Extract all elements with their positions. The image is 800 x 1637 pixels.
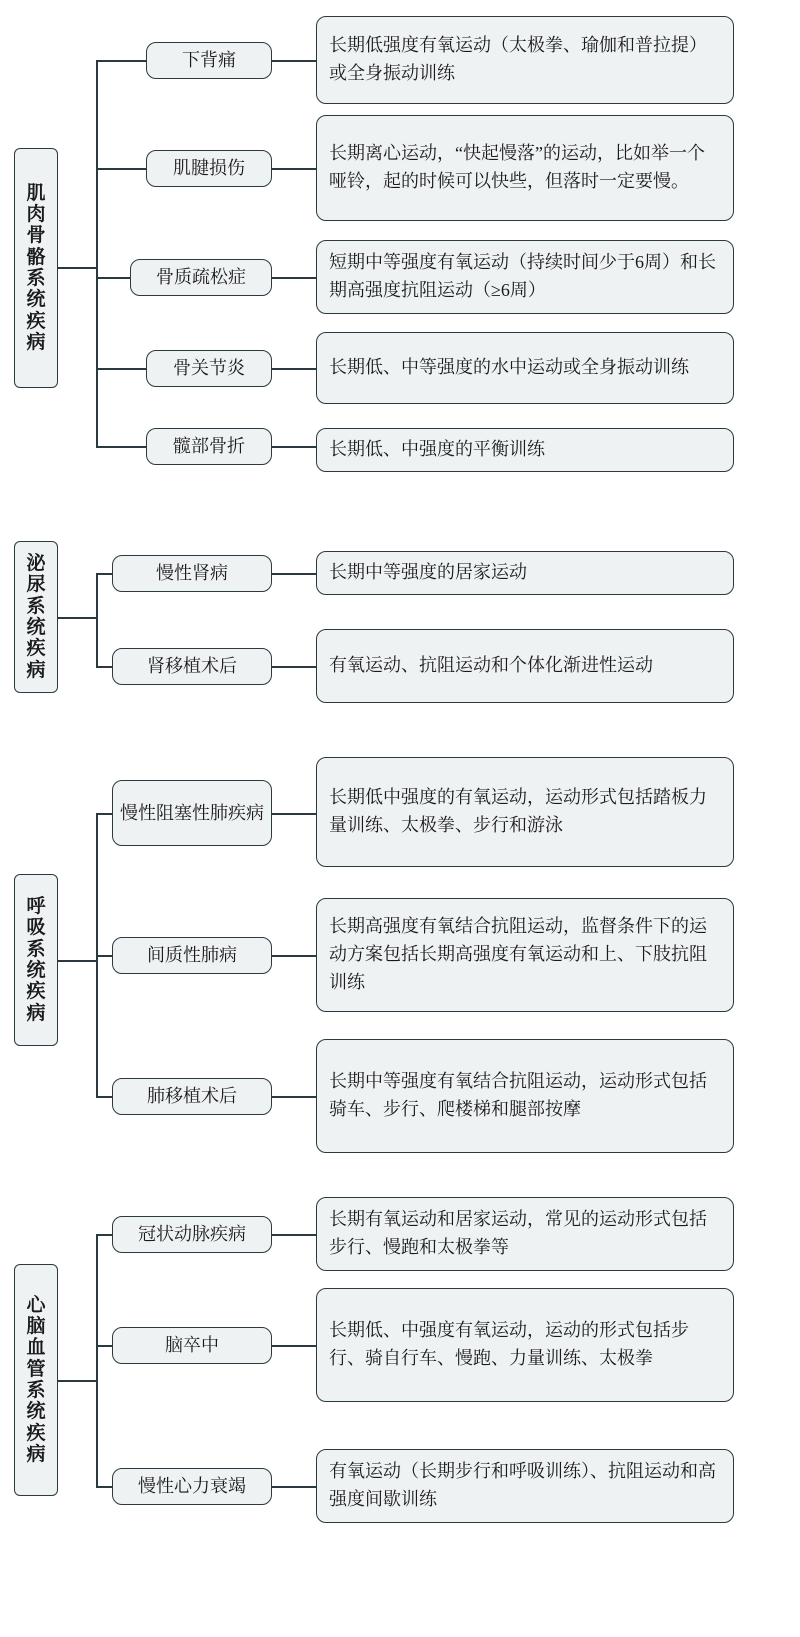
description-text: 长期中等强度有氧结合抗阻运动，运动形式包括骑车、步行、爬楼梯和腿部按摩 (329, 1071, 707, 1119)
connector-to-description (272, 446, 316, 448)
condition-label: 间质性肺病 (147, 945, 237, 966)
connector-to-description (272, 60, 316, 62)
description-box (316, 551, 734, 595)
condition-box (112, 937, 272, 974)
description-text: 有氧运动（长期步行和呼吸训练）、抗阻运动和高强度间歇训练 (329, 1461, 716, 1509)
condition-label: 脑卒中 (165, 1335, 219, 1356)
category-box-cardio (14, 1264, 58, 1496)
condition-box (146, 42, 272, 79)
category-box-respiratory (14, 874, 58, 1046)
description-text: 长期低强度有氧运动（太极拳、瑜伽和普拉提）或全身振动训练 (329, 35, 707, 83)
description-box (316, 1449, 734, 1523)
connector-to-description (272, 1096, 316, 1098)
connector-branch (96, 813, 112, 815)
description-text: 有氧运动、抗阻运动和个体化渐进性运动 (329, 655, 653, 676)
category-label: 肌肉骨骼系统疾病 (26, 182, 46, 353)
connector-to-description (272, 1345, 316, 1347)
condition-box (130, 259, 272, 296)
connector-category-stub (58, 960, 96, 962)
description-box (316, 115, 734, 221)
connector-branch (96, 60, 146, 62)
condition-label: 肺移植术后 (147, 1086, 237, 1107)
description-box (316, 757, 734, 867)
condition-box (112, 648, 272, 685)
connector-branch (96, 1345, 112, 1347)
category-label: 心脑血管系统疾病 (26, 1294, 46, 1465)
description-box (316, 16, 734, 104)
connector-branch (96, 573, 112, 575)
connector-to-description (272, 1486, 316, 1488)
category-label: 呼吸系统疾病 (26, 896, 46, 1024)
description-box (316, 428, 734, 472)
condition-label: 慢性肾病 (156, 563, 228, 584)
connector-branch (96, 955, 112, 957)
connector-to-description (272, 813, 316, 815)
description-box (316, 240, 734, 314)
connector-category-stub (58, 617, 96, 619)
connector-to-description (272, 573, 316, 575)
condition-box (146, 350, 272, 387)
condition-label: 下背痛 (182, 50, 236, 71)
description-box (316, 898, 734, 1012)
connector-branch (96, 368, 146, 370)
condition-box (112, 780, 272, 846)
description-text: 短期中等强度有氧运动（持续时间少于6周）和长期高强度抗阻运动（≥6周） (329, 252, 716, 300)
connector-branch (96, 277, 130, 279)
condition-label: 肌腱损伤 (173, 158, 245, 179)
description-box (316, 332, 734, 404)
description-box (316, 1288, 734, 1402)
description-box (316, 1197, 734, 1271)
condition-box (112, 1078, 272, 1115)
description-box (316, 629, 734, 703)
connector-to-description (272, 666, 316, 668)
category-label: 泌尿系统疾病 (26, 553, 46, 681)
condition-box (146, 428, 272, 465)
connector-branch (96, 666, 112, 668)
connector-branch (96, 1486, 112, 1488)
category-box-urinary (14, 541, 58, 693)
connector-to-description (272, 368, 316, 370)
connector-spine (96, 60, 98, 446)
category-box-musculoskeletal (14, 148, 58, 388)
connector-spine (96, 1234, 98, 1486)
condition-label: 骨关节炎 (173, 358, 245, 379)
connector-category-stub (58, 1380, 96, 1382)
connector-branch (96, 168, 146, 170)
condition-box (112, 1216, 272, 1253)
condition-label: 骨质疏松症 (156, 267, 246, 288)
description-text: 长期有氧运动和居家运动，常见的运动形式包括步行、慢跑和太极拳等 (329, 1209, 707, 1257)
connector-to-description (272, 277, 316, 279)
connector-spine (96, 573, 98, 666)
condition-label: 冠状动脉疾病 (138, 1224, 246, 1245)
description-text: 长期离心运动，“快起慢落”的运动，比如举一个哑铃，起的时候可以快些，但落时一定要慢。 (329, 143, 705, 191)
condition-box (112, 1468, 272, 1505)
connector-branch (96, 446, 146, 448)
condition-box (146, 150, 272, 187)
connector-category-stub (58, 267, 96, 269)
connector-to-description (272, 168, 316, 170)
connector-branch (96, 1234, 112, 1236)
connector-branch (96, 1096, 112, 1098)
description-text: 长期低、中等强度的水中运动或全身振动训练 (329, 357, 689, 378)
description-text: 长期低中强度的有氧运动，运动形式包括踏板力量训练、太极拳、步行和游泳 (329, 787, 707, 835)
connector-to-description (272, 1234, 316, 1236)
description-box (316, 1039, 734, 1153)
condition-label: 髋部骨折 (173, 436, 245, 457)
condition-box (112, 555, 272, 592)
condition-label: 慢性心力衰竭 (138, 1476, 246, 1497)
condition-label: 慢性阻塞性肺疾病 (120, 802, 264, 823)
description-text: 长期低、中强度的平衡训练 (329, 439, 545, 460)
description-text: 长期中等强度的居家运动 (329, 562, 527, 583)
description-text: 长期高强度有氧结合抗阻运动，监督条件下的运动方案包括长期高强度有氧运动和上、下肢抗阻训练 (329, 916, 707, 992)
condition-box (112, 1327, 272, 1364)
condition-label: 肾移植术后 (147, 656, 237, 677)
description-text: 长期低、中强度有氧运动，运动的形式包括步行、骑自行车、慢跑、力量训练、太极拳 (329, 1320, 689, 1368)
connector-to-description (272, 955, 316, 957)
